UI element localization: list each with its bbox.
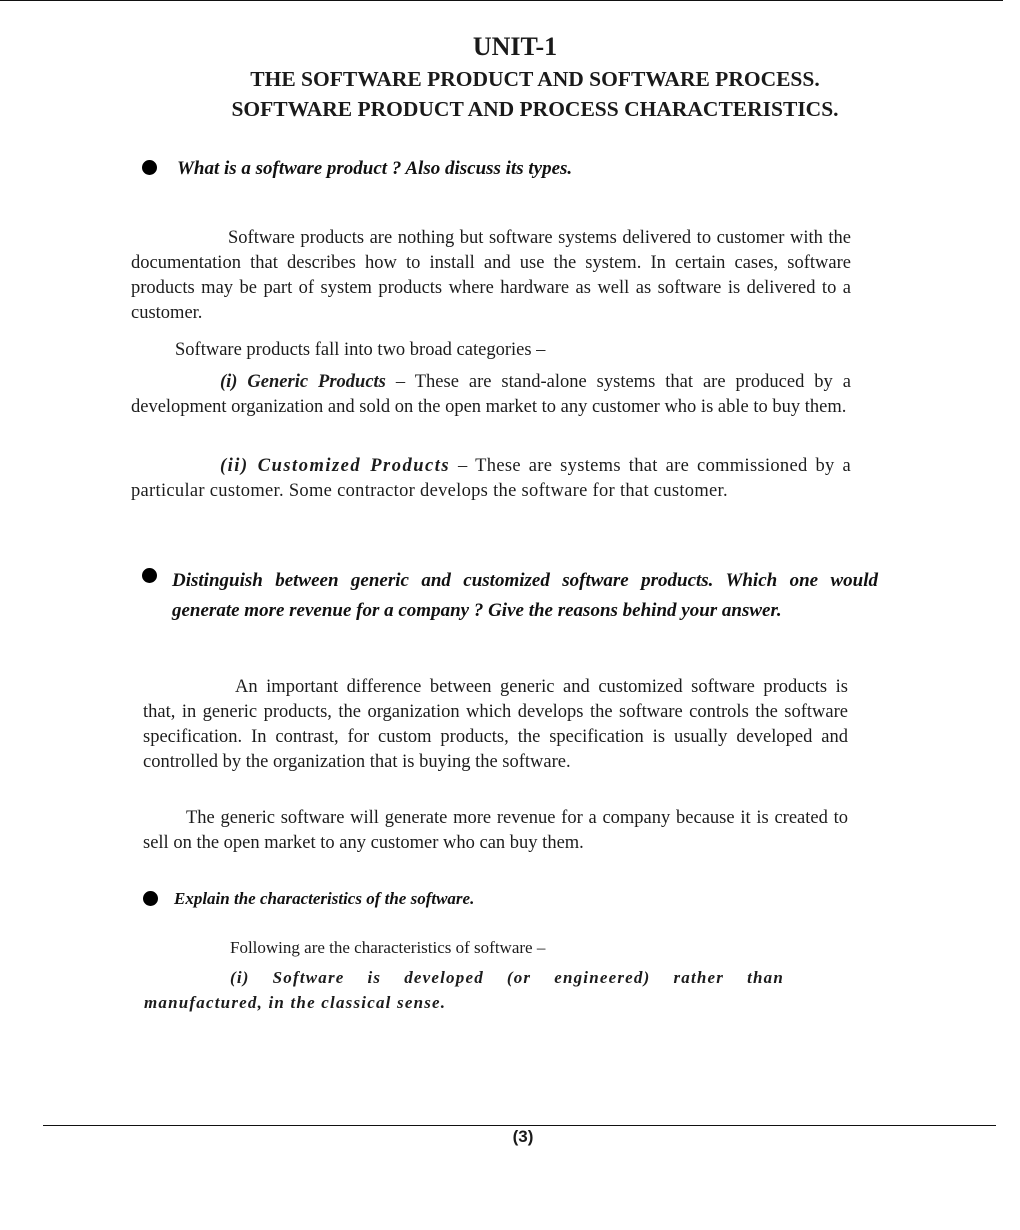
unit-title: UNIT-1 bbox=[472, 32, 558, 61]
question-generic-vs-customized: Distinguish between generic and customized software products. Which one would generate more revenue for a company ? Give the reasons behind your answer. bbox=[172, 570, 878, 621]
customized-products-lead: (ii) Customized Products bbox=[220, 456, 451, 476]
generic-products-item bbox=[131, 370, 851, 420]
bullet-icon bbox=[142, 160, 157, 175]
customized-products-text: – These are systems that are commissioned by a particular customer. Some contractor develops the software for that customer. bbox=[131, 456, 851, 501]
top-rule bbox=[0, 0, 1003, 1]
characteristics-intro: Following are the characteristics of software – bbox=[230, 938, 546, 957]
software-product-definition: Software products are nothing but software systems delivered to customer with the documentation that describes how to install and use the system. In certain cases, software products may be part of system products where hardware as well as software is delivered to a customer. bbox=[131, 228, 851, 323]
generic-products-lead: (i) Generic Products bbox=[220, 372, 386, 392]
revenue-paragraph: The generic software will generate more revenue for a company because it is created to sell on the open market to any customer who can buy them. bbox=[143, 808, 848, 853]
bottom-rule bbox=[43, 1125, 996, 1126]
page-number: (3) bbox=[512, 1127, 534, 1146]
difference-paragraph: An important difference between generic and customized software products is that, in generic products, the organization which develops the software controls the software specification. In contrast, for custom products, the specification is usually developed and controlled by the organization that is buying the software. bbox=[143, 677, 848, 772]
customized-products-item bbox=[131, 454, 851, 504]
question-characteristics: Explain the characteristics of the software. bbox=[174, 889, 475, 908]
categories-intro: Software products fall into two broad categories – bbox=[175, 340, 546, 360]
generic-products-text: – These are stand-alone systems that are produced by a development organization and sold on the open market to any customer who is able to buy them. bbox=[131, 372, 851, 417]
heading-line-1: THE SOFTWARE PRODUCT AND SOFTWARE PROCESS. bbox=[250, 67, 820, 91]
bullet-icon bbox=[143, 891, 158, 906]
bullet-icon bbox=[142, 568, 157, 583]
heading-line-2: SOFTWARE PRODUCT AND PROCESS CHARACTERISTICS. bbox=[231, 97, 839, 121]
question-software-product: What is a software product ? Also discuss its types. bbox=[177, 158, 573, 179]
characteristic-item-1: (i) Software is developed (or engineered) rather than manufactured, in the classical sense. bbox=[144, 968, 784, 1012]
